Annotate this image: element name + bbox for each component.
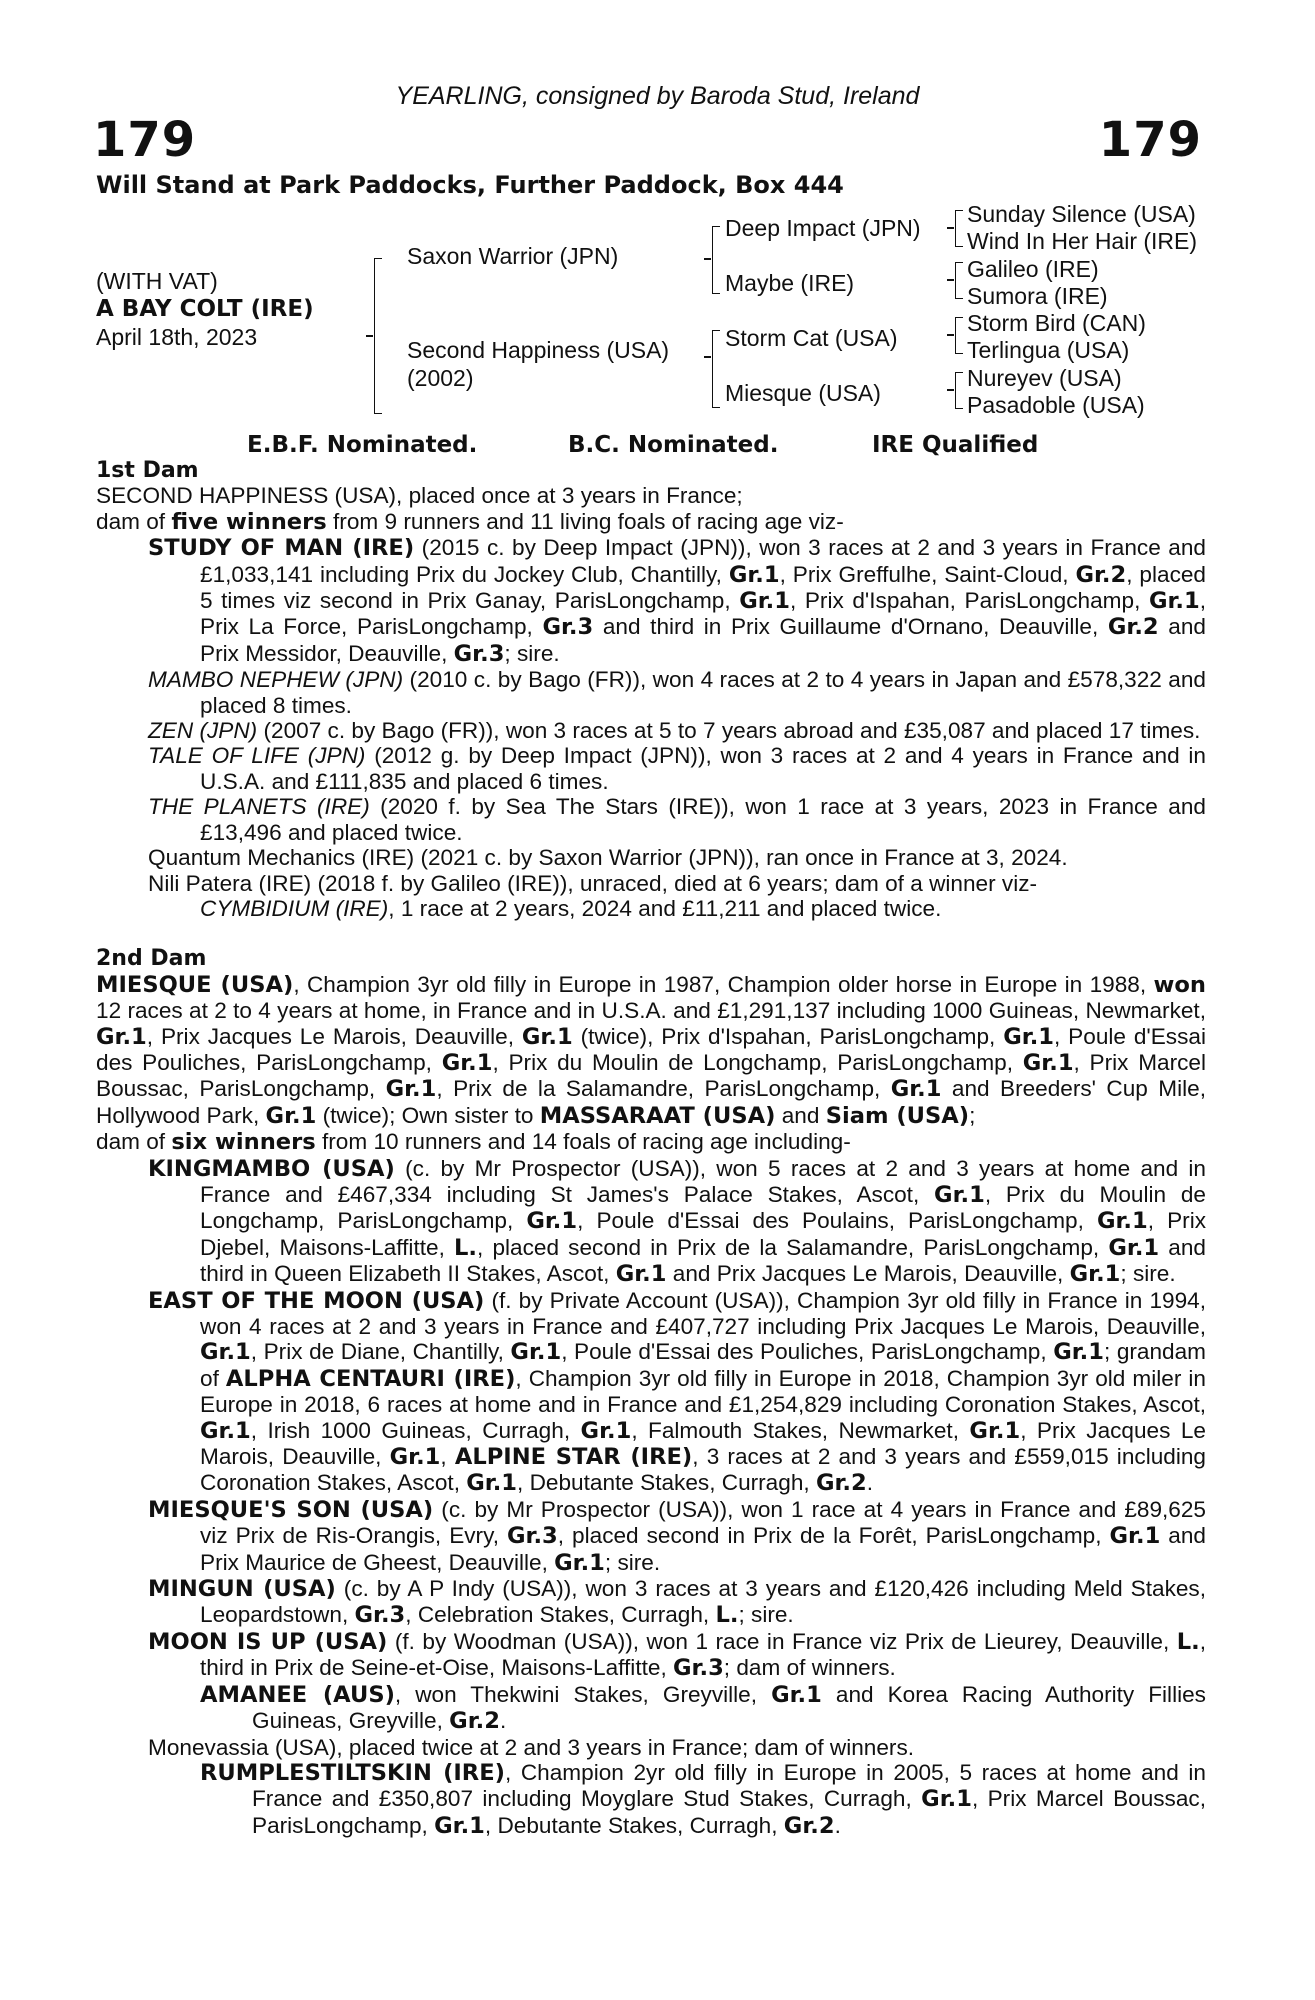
- brace-g78-tip: [947, 389, 954, 391]
- brace-g78: [955, 372, 963, 409]
- produce-entry: EAST OF THE MOON (USA) (f. by Private Account (USA)), Champion 3yr old filly in France in 1994, won 4 races at 2 and 3 years in France and £407,727 including Prix Jacques Le Marois, Deauville, Gr.1, Prix de Diane, Chantilly, Gr.1, Poule d'Essai des Pouliches, ParisLongchamp, Gr.1; grandam of ALPHA CENTAURI (IRE), Champion 3yr old filly in Europe in 2018, Champion 3yr old miler in Europe in 2018, 6 races at home and in France and £1,254,829 including Coronation Stakes, Ascot, Gr.1, Irish 1000 Guineas, Curragh, Gr.1, Falmouth Stakes, Newmarket, Gr.1, Prix Jacques Le Marois, Deauville, Gr.1, ALPINE STAR (IRE), 3 races at 2 and 3 years and £559,015 including Coronation Stakes, Ascot, Gr.1, Debutante Stakes, Curragh, Gr.2.: [148, 1287, 1207, 1497]
- first-dam-section: [96, 458, 1206, 1839]
- produce-entry: Quantum Mechanics (IRE) (2021 c. by Saxon Warrior (JPN)), ran once in France at 3, 2024.: [148, 845, 1068, 871]
- pedigree-dam-sire: Storm Cat (USA): [725, 325, 898, 351]
- produce-entry: ZEN (JPN) (2007 c. by Bago (FR)), won 3 races at 5 to 7 years abroad and £35,087 and placed 17 times.: [148, 718, 1201, 744]
- produce-entry: Monevassia (USA), placed twice at 2 and 3 years in France; dam of winners.: [148, 1734, 915, 1760]
- pedigree-dam-dam: Miesque (USA): [725, 380, 881, 406]
- lot-number-left: 179: [93, 112, 197, 168]
- first-dam-intro: SECOND HAPPINESS (USA), placed once at 3 years in France;: [96, 483, 743, 509]
- pedigree-sire: Saxon Warrior (JPN): [407, 243, 619, 269]
- brace-g12: [955, 210, 963, 247]
- brace-sire-tip: [704, 258, 711, 260]
- produce-entry: STUDY OF MAN (IRE) (2015 c. by Deep Impact (JPN)), won 3 races at 2 and 3 years in France and £1,033,141 including Prix du Jockey Club, Chantilly, Gr.1, Prix Greffulhe, Saint-Cloud, Gr.2, placed 5 times viz second in Prix Ganay, ParisLongchamp, Gr.1, Prix d'Ispahan, ParisLongchamp, Gr.1, Prix La Force, ParisLongchamp, Gr.3 and third in Prix Guillaume d'Ornano, Deauville, Gr.2 and Prix Messidor, Deauville, Gr.3; sire.: [148, 535, 1206, 667]
- first-dam-heading: 1st Dam: [96, 458, 199, 483]
- second-dam-heading: 2nd Dam: [96, 946, 207, 972]
- consignment-line: YEARLING, consigned by Baroda Stud, Ireland: [395, 82, 920, 110]
- produce-entry: TALE OF LIFE (JPN) (2012 g. by Deep Impact (JPN)), won 3 races at 2 and 4 years in France and in U.S.A. and £111,835 and placed 6 times.: [148, 743, 1206, 794]
- pedigree-g8: Pasadoble (USA): [967, 392, 1145, 418]
- brace-sire: [712, 226, 720, 294]
- first-dam-produce-summary: dam of five winners from 9 runners and 11 living foals of racing age viz-: [96, 508, 844, 535]
- brace-g34-tip: [947, 279, 954, 281]
- brace-g34: [955, 262, 963, 299]
- second-dam-record: MIESQUE (USA), Champion 3yr old filly in Europe in 1987, Champion older horse in Europe in 1988, won 12 races at 2 to 4 years at home, in France and in U.S.A. and £1,291,137 including 1000 Guineas, Newmarket, Gr.1, Prix Jacques Le Marois, Deauville, Gr.1 (twice), Prix d'Ispahan, ParisLongchamp, Gr.1, Poule d'Essai des Pouliches, ParisLongchamp, Gr.1, Prix du Moulin de Longchamp, ParisLongchamp, Gr.1, Prix Marcel Boussac, ParisLongchamp, Gr.1, Prix de la Salamandre, ParisLongchamp, Gr.1 and Breeders' Cup Mile, Hollywood Park, Gr.1 (twice); Own sister to MASSARAAT (USA) and Siam (USA);: [96, 971, 1206, 1129]
- pedigree-g4: Sumora (IRE): [967, 283, 1108, 309]
- pedigree-sire-dam: Maybe (IRE): [725, 270, 855, 296]
- produce-entry: MINGUN (USA) (c. by A P Indy (USA)), won 3 races at 3 years and £120,426 including Meld Stakes, Leopardstown, Gr.3, Celebration Stakes, Curragh, L.; sire.: [148, 1576, 1206, 1629]
- pedigree-dam: Second Happiness (USA): [407, 337, 670, 363]
- pedigree-g1: Sunday Silence (USA): [967, 201, 1196, 227]
- produce-entry: THE PLANETS (IRE) (2020 f. by Sea The Stars (IRE)), won 1 race at 3 years, 2023 in France and £13,496 and placed twice.: [148, 794, 1206, 845]
- produce-sub-entry: CYMBIDIUM (IRE), 1 race at 2 years, 2024 and £11,211 and placed twice.: [200, 895, 942, 921]
- brace-colt-tip: [366, 335, 373, 337]
- bc-nomination: B.C. Nominated.: [568, 432, 779, 458]
- ire-qualified: IRE Qualified: [872, 432, 1039, 458]
- produce-sub-entry: AMANEE (AUS), won Thekwini Stakes, Greyville, Gr.1 and Korea Racing Authority Fillies Guineas, Greyville, Gr.2.: [200, 1681, 1206, 1735]
- foaling-date: April 18th, 2023: [96, 324, 258, 350]
- vat-note: (WITH VAT): [96, 268, 218, 294]
- stabling-location: Will Stand at Park Paddocks, Further Paddock, Box 444: [96, 171, 844, 199]
- pedigree-g3: Galileo (IRE): [967, 256, 1099, 282]
- pedigree-g5: Storm Bird (CAN): [967, 310, 1146, 336]
- brace-dam-tip: [704, 356, 711, 358]
- produce-sub-entry: RUMPLESTILTSKIN (IRE), Champion 2yr old filly in Europe in 2005, 5 races at home and in France and £350,807 including Moyglare Stud Stakes, Curragh, Gr.1, Prix Marcel Boussac, ParisLongchamp, Gr.1, Debutante Stakes, Curragh, Gr.2.: [200, 1759, 1206, 1839]
- brace-colt: [374, 258, 382, 414]
- produce-entry: MAMBO NEPHEW (JPN) (2010 c. by Bago (FR)), won 4 races at 2 to 4 years in Japan and £578,322 and placed 8 times.: [148, 667, 1206, 718]
- produce-entry: Nili Patera (IRE) (2018 f. by Galileo (IRE)), unraced, died at 6 years; dam of a winner viz-: [148, 870, 1038, 896]
- produce-entry: KINGMAMBO (USA) (c. by Mr Prospector (USA)), won 5 races at 2 and 3 years at home and in France and £467,334 including St James's Palace Stakes, Ascot, Gr.1, Prix du Moulin de Longchamp, ParisLongchamp, Gr.1, Poule d'Essai des Poulains, ParisLongchamp, Gr.1, Prix Djebel, Maisons-Laffitte, L., placed second in Prix de la Salamandre, ParisLongchamp, Gr.1 and third in Queen Elizabeth II Stakes, Ascot, Gr.1 and Prix Jacques Le Marois, Deauville, Gr.1; sire.: [148, 1155, 1207, 1288]
- pedigree-g2: Wind In Her Hair (IRE): [967, 228, 1198, 254]
- second-dam-produce-summary: dam of six winners from 10 runners and 14 foals of racing age including-: [96, 1129, 851, 1156]
- pedigree-sire-sire: Deep Impact (JPN): [725, 215, 921, 241]
- pedigree-dam-year: (2002): [407, 365, 474, 391]
- produce-entry: MIESQUE'S SON (USA) (c. by Mr Prospector (USA)), won 1 race at 4 years in France and £89,625 viz Prix de Ris-Orangis, Evry, Gr.3, placed second in Prix de la Forêt, ParisLongchamp, Gr.1 and Prix Maurice de Gheest, Deauville, Gr.1; sire.: [148, 1496, 1206, 1576]
- produce-entry: MOON IS UP (USA) (f. by Woodman (USA)), won 1 race in France viz Prix de Lieurey, Deauville, L., third in Prix de Seine-et-Oise, Maisons-Laffitte, Gr.3; dam of winners.: [148, 1628, 1206, 1682]
- pedigree-g7: Nureyev (USA): [967, 365, 1122, 391]
- brace-g56-tip: [947, 334, 954, 336]
- brace-dam: [712, 330, 720, 408]
- winners-count: five winners: [171, 508, 327, 535]
- lot-number-right: 179: [1098, 112, 1202, 168]
- ebf-nomination: E.B.F. Nominated.: [247, 432, 478, 458]
- pedigree-g6: Terlingua (USA): [967, 337, 1130, 363]
- brace-g56: [955, 317, 963, 354]
- brace-g12-tip: [947, 227, 954, 229]
- horse-name: A BAY COLT (IRE): [96, 296, 314, 322]
